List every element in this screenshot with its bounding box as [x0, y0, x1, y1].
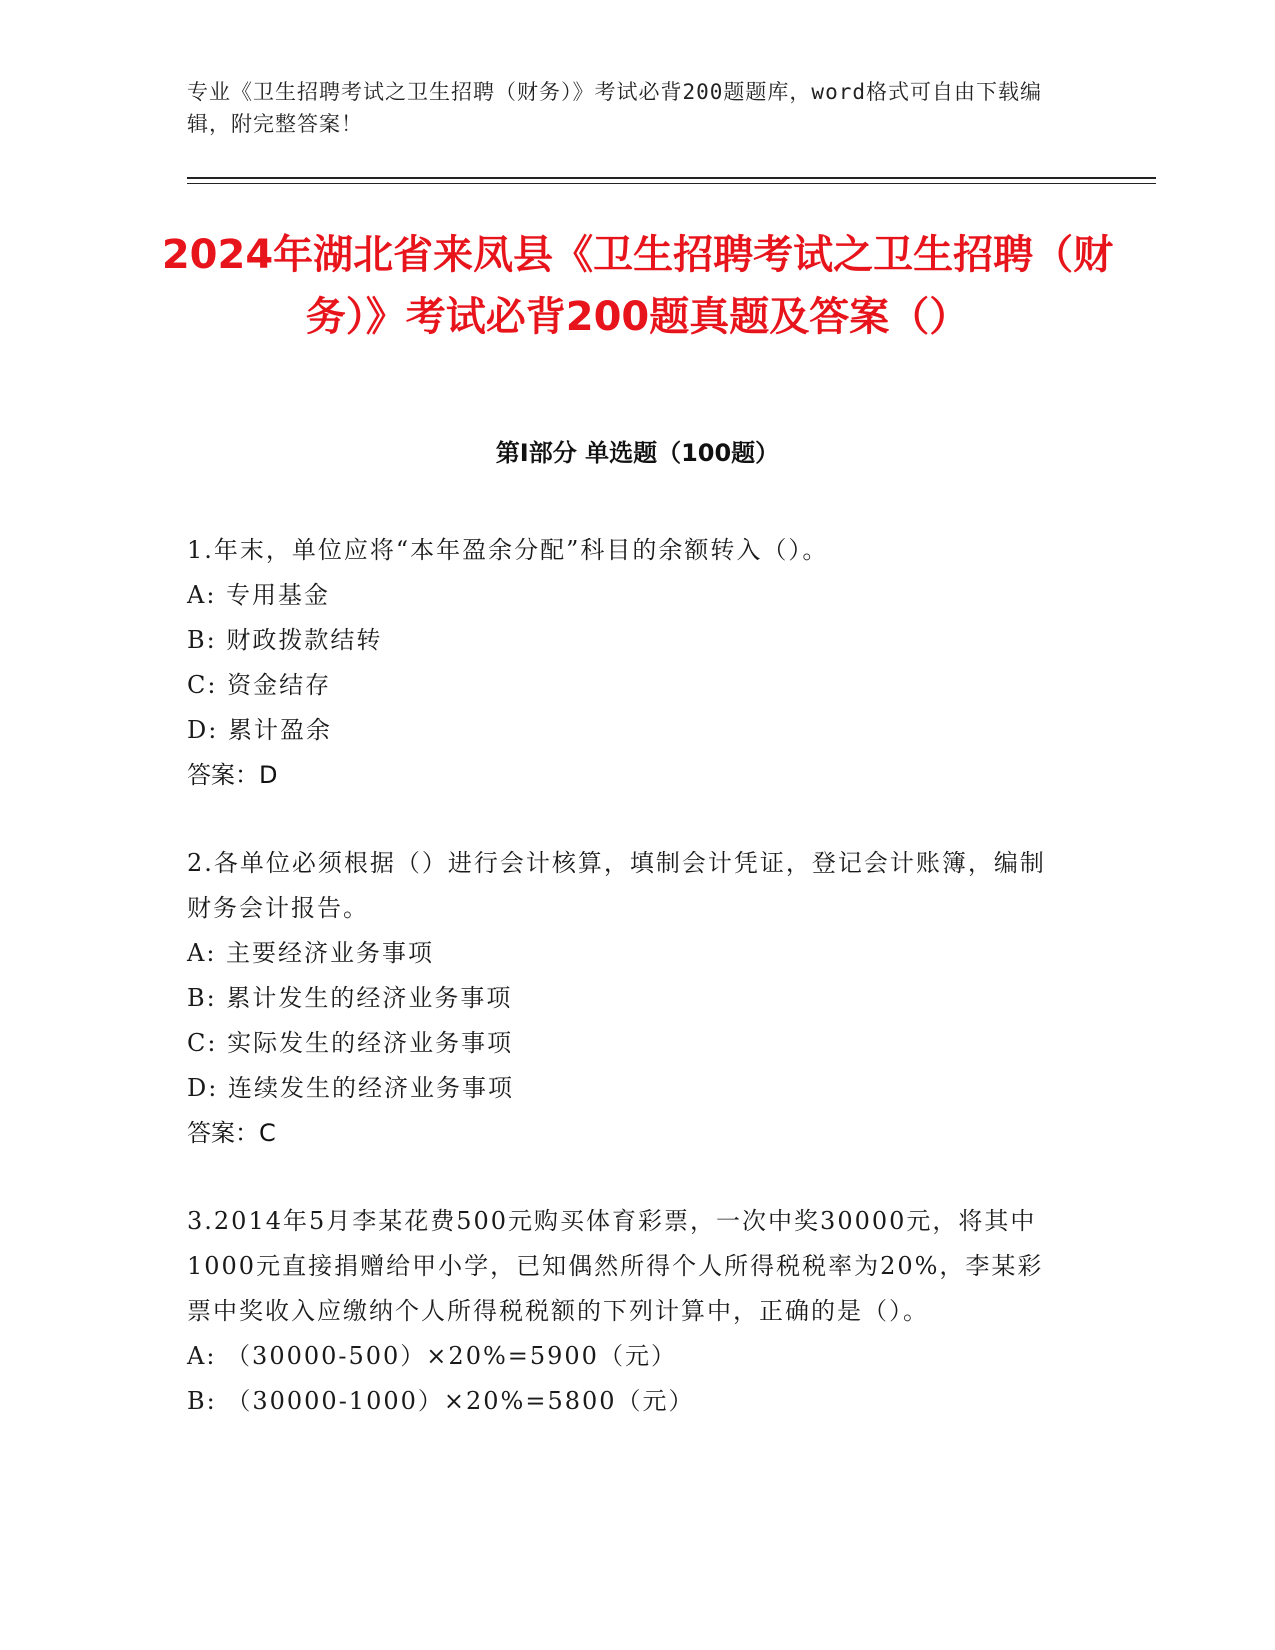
option-a: A: （30000-500）×20%=5900（元）	[187, 1342, 677, 1370]
option-a: A: 专用基金	[187, 581, 331, 609]
section-heading: 第I部分 单选题（100题）	[495, 439, 780, 467]
question-1	[187, 528, 1067, 798]
header-note: 专业《卫生招聘考试之卫生招聘（财务）》考试必背200题题库，word格式可自由下载编辑，附完整答案！	[187, 80, 1042, 136]
question-3	[187, 1199, 1067, 1424]
option-a: A: 主要经济业务事项	[187, 939, 435, 967]
option-d: D: 累计盈余	[187, 716, 332, 744]
answer: 答案：D	[187, 761, 278, 789]
question-text: 1.年末，单位应将“本年盈余分配”科目的余额转入（）。	[187, 536, 829, 564]
question-text: 3.2014年5月李某花费500元购买体育彩票，一次中奖30000元，将其中1000元直接捐赠给甲小学，已知偶然所得个人所得税税率为20%，李某彩票中奖收入应缴纳个人所得税税额的下列计算中，正确的是（）。	[187, 1207, 1044, 1325]
option-c: C: 实际发生的经济业务事项	[187, 1029, 514, 1057]
answer: 答案：C	[187, 1119, 276, 1147]
header-divider-thin	[187, 183, 1156, 184]
question-2	[187, 841, 1067, 1156]
question-list	[187, 528, 1067, 1467]
option-b: B: 累计发生的经济业务事项	[187, 984, 513, 1012]
option-b: B: 财政拨款结转	[187, 626, 383, 654]
document-title: 2024年湖北省来凤县《卫生招聘考试之卫生招聘（财务）》考试必背200题真题及答案（）	[161, 232, 1114, 340]
header-divider-thick	[187, 177, 1156, 179]
option-d: D: 连续发生的经济业务事项	[187, 1074, 514, 1102]
option-c: C: 资金结存	[187, 671, 332, 699]
option-b: B: （30000-1000）×20%=5800（元）	[187, 1387, 695, 1415]
question-text: 2.各单位必须根据（）进行会计核算，填制会计凭证，登记会计账簿，编制财务会计报告。	[187, 849, 1046, 922]
